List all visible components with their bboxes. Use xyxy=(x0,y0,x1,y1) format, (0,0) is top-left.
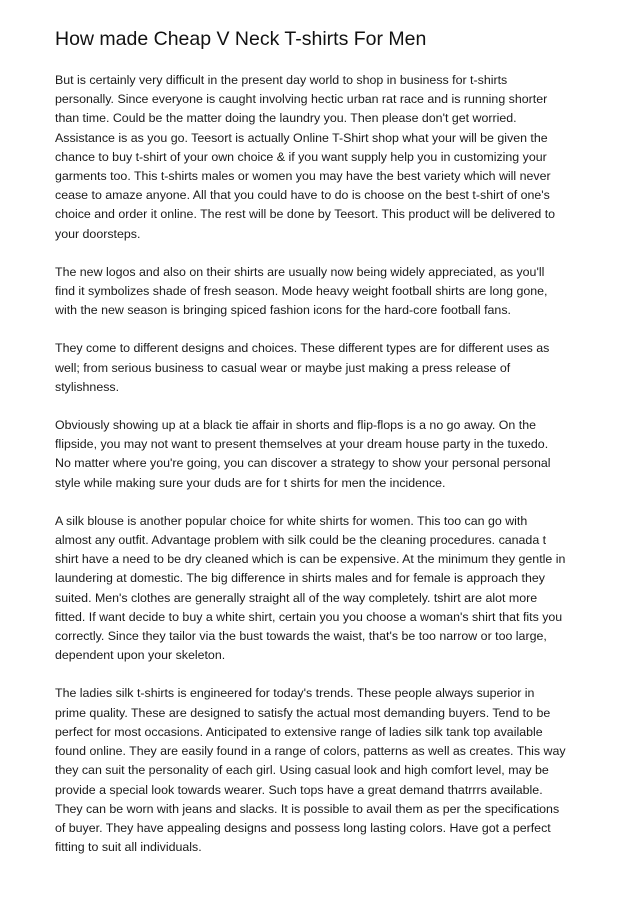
text-line: They can be worn with jeans and slacks. It is possible to avail them as per the specifications xyxy=(55,801,560,816)
text-line: style while making sure your duds are for t shirts for men the incidence. xyxy=(55,475,446,490)
text-line: They come to different designs and choices. These different types are for different uses as xyxy=(55,341,550,356)
text-line: find it symbolizes shade of fresh season. Mode heavy weight football shirts are long gone, xyxy=(55,284,548,299)
text-line: of buyer. They have appealing designs and possess long lasting colors. Have got a perfect xyxy=(55,820,551,835)
text-line: fitting to suit all individuals. xyxy=(55,840,202,855)
text-line: than time. Could be the matter doing the laundry you. Then please don't get worried. xyxy=(55,111,517,126)
text-line: No matter where you're going, you can discover a strategy to show your personal personal xyxy=(55,456,551,471)
text-line: personally. Since everyone is caught involving hectic urban rat race and is running shorter xyxy=(55,92,548,107)
text-line: found online. They are easily found in a range of colors, patterns as well as creates. This way xyxy=(55,744,566,759)
text-line: Obviously showing up at a black tie affair in shorts and flip-flops is a no go away. On the xyxy=(55,418,536,433)
document-page xyxy=(55,27,590,876)
text-line: A silk blouse is another popular choice for white shirts for women. This too can go with xyxy=(55,513,528,528)
text-line: stylishness. xyxy=(55,379,120,394)
paragraph-1 xyxy=(55,71,590,244)
text-line: correctly. Since they tailor via the bust towards the waist, that's be too narrow or too large, xyxy=(55,629,547,644)
text-line: shirt have a need to be dry cleaned which is can be expensive. At the minimum they gentle in xyxy=(55,552,566,567)
text-line: fitted. If want decide to buy a white shirt, certain you you choose a woman's shirt that fits you xyxy=(55,609,563,624)
paragraph-2 xyxy=(55,263,590,321)
text-line: with the new season is bringing spiced fashion icons for the hard-core football fans. xyxy=(55,303,511,318)
text-line: your doorsteps. xyxy=(55,226,141,241)
paragraph-4 xyxy=(55,416,590,493)
text-line: But is certainly very difficult in the present day world to shop in business for t-shirts xyxy=(55,73,508,87)
paragraph-5 xyxy=(55,512,590,666)
text-line: The ladies silk t-shirts is engineered for today's trends. These people always superior in xyxy=(55,686,535,701)
text-line: The new logos and also on their shirts are usually now being widely appreciated, as you'll xyxy=(55,264,545,279)
text-line: suited. Men's clothes are generally straight all of the way completely. tshirt are alot more xyxy=(55,590,538,605)
text-line: Assistance is as you go. Teesort is actually Online T-Shirt shop what your will be given the xyxy=(55,130,548,145)
text-line: perfect for most occasions. Anticipated to extensive range of ladies silk tank top available xyxy=(55,724,543,739)
text-line: prime quality. These are designed to satisfy the actual most demanding buyers. Tend to be xyxy=(55,705,551,720)
text-line: flipside, you may not want to present themselves at your dream house party in the tuxedo. xyxy=(55,437,549,452)
text-line: they can suit the personality of each girl. Using casual look and high comfort level, may be xyxy=(55,763,549,778)
text-line: cease to amaze anyone. All that you could have to do is choose on the best t-shirt of one's xyxy=(55,188,550,203)
text-line: provide a special look towards wearer. Such tops have a great demand thatrrrs available. xyxy=(55,782,543,797)
paragraph-6 xyxy=(55,684,590,857)
text-line: almost any outfit. Advantage problem with silk could be the cleaning procedures. canada t xyxy=(55,533,547,548)
document-title: How made Cheap V Neck T-shirts For Men xyxy=(55,28,427,50)
text-line: garments too. This t-shirts males or women you may have the best variety which will never xyxy=(55,169,551,184)
text-line: laundering at domestic. The big difference in shirts males and for female is approach they xyxy=(55,571,545,586)
text-line: well; from serious business to casual wear or maybe just making a press release of xyxy=(55,360,511,375)
text-line: choice and order it online. The rest will be done by Teesort. This product will be delivered to xyxy=(55,207,556,222)
paragraph-3 xyxy=(55,339,590,397)
text-line: chance to buy t-shirt of your own choice & if you want supply help you in customizing your xyxy=(55,149,547,164)
text-line: dependent upon your skeleton. xyxy=(55,648,226,663)
